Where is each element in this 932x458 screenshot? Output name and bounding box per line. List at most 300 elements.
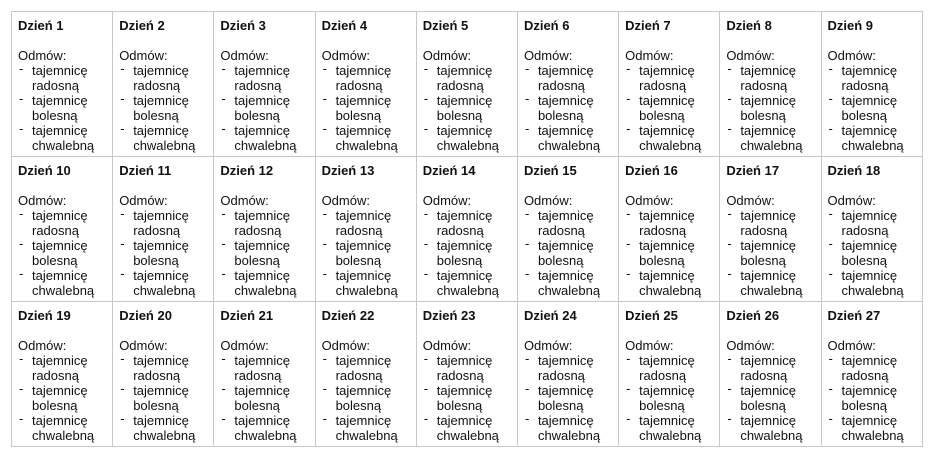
day-cell: [113, 12, 214, 157]
day-cell: [12, 302, 113, 447]
mystery-type: chwalebną: [234, 138, 297, 153]
dash-bullet-icon: -: [221, 381, 226, 396]
mystery-type: chwalebną: [234, 283, 297, 298]
mystery-type: chwalebną: [335, 428, 398, 443]
dash-bullet-icon: -: [626, 351, 631, 366]
mystery-item: [322, 63, 410, 93]
mystery-line: tajemnicę: [639, 63, 695, 78]
calendar-row: [12, 302, 923, 447]
mystery-line: tajemnicę: [740, 93, 796, 108]
novena-calendar-table: [11, 11, 923, 447]
dash-bullet-icon: -: [322, 381, 327, 396]
mystery-type: chwalebną: [436, 428, 499, 443]
mystery-type: bolesną: [436, 398, 483, 413]
day-cell: [517, 12, 618, 157]
mystery-line: tajemnicę: [436, 353, 493, 368]
mysteries-list: [524, 63, 612, 153]
mystery-line: tajemnicę: [639, 208, 695, 223]
day-cell: [619, 12, 720, 157]
mystery-line: tajemnicę: [740, 63, 796, 78]
day-title: Dzień 12: [220, 163, 274, 178]
dash-bullet-icon: -: [221, 61, 226, 76]
dash-bullet-icon: -: [221, 266, 226, 281]
mystery-item: [423, 383, 511, 413]
mystery-item: [119, 268, 207, 298]
day-title: Dzień 3: [220, 18, 266, 33]
day-cell: [315, 157, 416, 302]
mystery-type: radosną: [537, 368, 585, 383]
dash-bullet-icon: -: [727, 236, 732, 251]
dash-bullet-icon: -: [221, 91, 226, 106]
mystery-item: [726, 353, 814, 383]
mystery-item: [322, 238, 410, 268]
mystery-line: tajemnicę: [841, 268, 898, 283]
mystery-item: [423, 238, 511, 268]
mysteries-list: [18, 63, 106, 153]
dash-bullet-icon: -: [626, 236, 631, 251]
dash-bullet-icon: -: [120, 91, 125, 106]
mystery-item: [423, 93, 511, 123]
mystery-item: [119, 208, 207, 238]
dash-bullet-icon: -: [120, 351, 125, 366]
dash-bullet-icon: -: [120, 236, 125, 251]
dash-bullet-icon: -: [19, 411, 24, 426]
mystery-line: tajemnicę: [133, 63, 189, 78]
mystery-line: tajemnicę: [436, 413, 493, 428]
mystery-item: [119, 63, 207, 93]
dash-bullet-icon: -: [120, 121, 125, 136]
mystery-type: radosną: [335, 78, 383, 93]
mystery-line: tajemnicę: [335, 63, 392, 78]
day-title: Dzień 10: [18, 163, 71, 178]
mystery-type: bolesną: [537, 398, 584, 413]
mystery-item: [726, 208, 814, 238]
mystery-item: [726, 268, 814, 298]
mystery-item: [322, 353, 410, 383]
mystery-line: tajemnicę: [234, 63, 291, 78]
mystery-line: tajemnicę: [639, 123, 695, 138]
mystery-type: chwalebną: [133, 428, 196, 443]
mystery-type: bolesną: [32, 398, 78, 413]
mysteries-list: [322, 63, 410, 153]
mystery-item: [322, 93, 410, 123]
dash-bullet-icon: -: [524, 351, 530, 366]
mystery-type: chwalebną: [740, 428, 803, 443]
day-title: Dzień 27: [827, 308, 881, 323]
mystery-item: [322, 123, 410, 153]
instruction-label: Odmów:: [726, 48, 775, 63]
dash-bullet-icon: -: [828, 411, 833, 426]
mystery-item: [828, 93, 916, 123]
mystery-line: tajemnicę: [234, 123, 291, 138]
dash-bullet-icon: -: [322, 91, 327, 106]
instruction-label: Odmów:: [18, 193, 67, 208]
instruction-label: Odmów:: [321, 193, 370, 208]
mystery-item: [220, 208, 308, 238]
mysteries-list: [18, 208, 106, 298]
mystery-type: bolesną: [133, 108, 179, 123]
day-cell: [619, 157, 720, 302]
dash-bullet-icon: -: [120, 266, 125, 281]
mystery-item: [726, 93, 814, 123]
mystery-type: radosną: [537, 223, 585, 238]
day-cell: [12, 157, 113, 302]
mystery-line: tajemnicę: [335, 353, 392, 368]
calendar-row: [12, 12, 923, 157]
dash-bullet-icon: -: [727, 381, 732, 396]
mystery-line: tajemnicę: [234, 413, 291, 428]
mystery-item: [220, 413, 308, 443]
mysteries-list: [625, 353, 713, 443]
mystery-item: [828, 268, 916, 298]
mystery-type: chwalebną: [841, 428, 904, 443]
dash-bullet-icon: -: [423, 91, 429, 106]
mystery-type: chwalebną: [32, 283, 95, 298]
mystery-line: tajemnicę: [639, 93, 695, 108]
mystery-type: bolesną: [740, 108, 786, 123]
mystery-line: tajemnicę: [133, 238, 189, 253]
dash-bullet-icon: -: [524, 91, 530, 106]
mystery-line: tajemnicę: [133, 123, 189, 138]
mystery-line: tajemnicę: [335, 123, 392, 138]
mystery-type: bolesną: [639, 398, 685, 413]
mystery-line: tajemnicę: [436, 208, 493, 223]
day-title: Dzień 8: [726, 18, 772, 33]
dash-bullet-icon: -: [727, 266, 732, 281]
day-title: Dzień 21: [220, 308, 274, 323]
mystery-line: tajemnicę: [740, 123, 796, 138]
mystery-line: tajemnicę: [32, 123, 88, 138]
mystery-item: [18, 413, 106, 443]
dash-bullet-icon: -: [828, 381, 833, 396]
dash-bullet-icon: -: [120, 411, 125, 426]
dash-bullet-icon: -: [322, 351, 327, 366]
dash-bullet-icon: -: [19, 206, 24, 221]
day-title: Dzień 2: [119, 18, 165, 33]
mystery-item: [524, 353, 612, 383]
instruction-label: Odmów:: [625, 48, 674, 63]
mystery-type: chwalebną: [133, 138, 196, 153]
dash-bullet-icon: -: [423, 351, 429, 366]
dash-bullet-icon: -: [727, 206, 732, 221]
instruction-label: Odmów:: [119, 48, 168, 63]
day-cell: [619, 302, 720, 447]
day-cell: [821, 12, 922, 157]
day-cell: [720, 157, 821, 302]
mystery-line: tajemnicę: [841, 353, 898, 368]
mystery-line: tajemnicę: [335, 268, 392, 283]
instruction-label: Odmów:: [422, 338, 472, 353]
mystery-line: tajemnicę: [639, 238, 695, 253]
dash-bullet-icon: -: [322, 61, 327, 76]
mystery-item: [220, 353, 308, 383]
mystery-line: tajemnicę: [335, 93, 392, 108]
mystery-item: [524, 123, 612, 153]
instruction-label: Odmów:: [321, 48, 370, 63]
mystery-type: chwalebną: [639, 283, 702, 298]
dash-bullet-icon: -: [828, 61, 833, 76]
dash-bullet-icon: -: [727, 411, 732, 426]
mysteries-list: [18, 353, 106, 443]
day-title: Dzień 24: [523, 308, 577, 323]
mystery-line: tajemnicę: [841, 383, 898, 398]
dash-bullet-icon: -: [120, 61, 125, 76]
mystery-line: tajemnicę: [436, 63, 493, 78]
mysteries-list: [119, 353, 207, 443]
mystery-line: tajemnicę: [234, 383, 291, 398]
mystery-line: tajemnicę: [133, 413, 189, 428]
dash-bullet-icon: -: [19, 61, 24, 76]
dash-bullet-icon: -: [322, 206, 327, 221]
mystery-type: radosną: [133, 78, 181, 93]
dash-bullet-icon: -: [626, 121, 631, 136]
day-title: Dzień 13: [321, 163, 375, 178]
instruction-label: Odmów:: [18, 48, 67, 63]
mystery-line: tajemnicę: [32, 413, 88, 428]
day-cell: [12, 12, 113, 157]
mystery-type: bolesną: [335, 253, 382, 268]
mystery-item: [726, 123, 814, 153]
mystery-item: [828, 413, 916, 443]
mystery-type: chwalebną: [537, 283, 601, 298]
dash-bullet-icon: -: [524, 61, 530, 76]
day-cell: [315, 12, 416, 157]
dash-bullet-icon: -: [19, 381, 24, 396]
dash-bullet-icon: -: [322, 121, 327, 136]
mystery-type: chwalebną: [639, 138, 702, 153]
mystery-item: [18, 353, 106, 383]
mystery-line: tajemnicę: [841, 413, 898, 428]
day-cell: [113, 302, 214, 447]
mystery-line: tajemnicę: [537, 238, 594, 253]
mystery-item: [625, 63, 713, 93]
dash-bullet-icon: -: [626, 411, 631, 426]
dash-bullet-icon: -: [322, 236, 327, 251]
mystery-line: tajemnicę: [436, 123, 493, 138]
day-title: Dzień 7: [625, 18, 671, 33]
mysteries-list: [726, 63, 814, 153]
day-cell: [416, 302, 517, 447]
mystery-type: chwalebną: [335, 283, 398, 298]
mystery-item: [625, 268, 713, 298]
mystery-line: tajemnicę: [133, 93, 189, 108]
mystery-type: chwalebną: [234, 428, 297, 443]
mystery-item: [625, 413, 713, 443]
day-cell: [315, 302, 416, 447]
day-title: Dzień 17: [726, 163, 780, 178]
mystery-type: bolesną: [639, 253, 685, 268]
mystery-item: [828, 238, 916, 268]
mystery-item: [524, 63, 612, 93]
dash-bullet-icon: -: [524, 206, 530, 221]
mystery-item: [524, 93, 612, 123]
mystery-line: tajemnicę: [335, 208, 392, 223]
mystery-type: radosną: [32, 78, 79, 93]
mystery-type: chwalebną: [335, 138, 398, 153]
instruction-label: Odmów:: [220, 193, 269, 208]
instruction-label: Odmów:: [220, 48, 269, 63]
mystery-item: [322, 268, 410, 298]
mystery-line: tajemnicę: [32, 353, 88, 368]
instruction-label: Odmów:: [18, 338, 67, 353]
day-title: Dzień 4: [321, 18, 368, 33]
dash-bullet-icon: -: [423, 411, 429, 426]
mystery-line: tajemnicę: [841, 63, 898, 78]
mystery-line: tajemnicę: [740, 353, 796, 368]
day-cell: [720, 12, 821, 157]
mystery-type: chwalebną: [841, 283, 904, 298]
dash-bullet-icon: -: [524, 121, 530, 136]
mystery-item: [220, 123, 308, 153]
mystery-line: tajemnicę: [740, 413, 796, 428]
dash-bullet-icon: -: [727, 351, 732, 366]
mystery-type: radosną: [32, 368, 79, 383]
dash-bullet-icon: -: [221, 411, 226, 426]
dash-bullet-icon: -: [626, 381, 631, 396]
dash-bullet-icon: -: [828, 351, 833, 366]
mystery-line: tajemnicę: [32, 238, 88, 253]
mysteries-list: [524, 353, 612, 443]
mystery-type: bolesną: [234, 398, 280, 413]
mysteries-list: [220, 63, 308, 153]
day-title: Dzień 16: [625, 163, 678, 178]
mystery-line: tajemnicę: [841, 93, 898, 108]
mystery-item: [423, 123, 511, 153]
mystery-type: radosną: [335, 368, 383, 383]
mystery-item: [423, 353, 511, 383]
instruction-label: Odmów:: [827, 193, 876, 208]
dash-bullet-icon: -: [524, 381, 530, 396]
day-cell: [214, 302, 315, 447]
mysteries-list: [625, 63, 713, 153]
day-title: Dzień 9: [827, 18, 874, 33]
mystery-type: bolesną: [234, 253, 280, 268]
dash-bullet-icon: -: [19, 351, 24, 366]
instruction-label: Odmów:: [726, 338, 775, 353]
day-cell: [821, 157, 922, 302]
mystery-item: [625, 353, 713, 383]
mystery-type: radosną: [639, 223, 687, 238]
dash-bullet-icon: -: [221, 121, 226, 136]
mystery-item: [524, 383, 612, 413]
mystery-item: [220, 93, 308, 123]
instruction-label: Odmów:: [422, 48, 472, 63]
mystery-item: [828, 353, 916, 383]
mystery-item: [18, 93, 106, 123]
dash-bullet-icon: -: [19, 266, 24, 281]
mystery-type: radosną: [639, 78, 687, 93]
mystery-line: tajemnicę: [639, 413, 695, 428]
day-title: Dzień 25: [625, 308, 678, 323]
mystery-line: tajemnicę: [537, 413, 594, 428]
dash-bullet-icon: -: [120, 206, 125, 221]
calendar-body: [12, 12, 923, 447]
mystery-item: [220, 63, 308, 93]
mystery-type: bolesną: [537, 108, 584, 123]
mystery-line: tajemnicę: [234, 353, 291, 368]
day-title: Dzień 23: [422, 308, 476, 323]
mystery-line: tajemnicę: [537, 93, 594, 108]
dash-bullet-icon: -: [322, 411, 327, 426]
instruction-label: Odmów:: [321, 338, 370, 353]
mystery-item: [625, 383, 713, 413]
dash-bullet-icon: -: [828, 236, 833, 251]
mystery-item: [828, 123, 916, 153]
mystery-type: bolesną: [133, 253, 179, 268]
mystery-line: tajemnicę: [335, 238, 392, 253]
day-cell: [720, 302, 821, 447]
mystery-line: tajemnicę: [841, 238, 898, 253]
mystery-line: tajemnicę: [436, 268, 493, 283]
mystery-type: bolesną: [436, 108, 483, 123]
mystery-type: radosną: [133, 223, 181, 238]
mystery-line: tajemnicę: [234, 208, 291, 223]
mystery-type: chwalebną: [537, 428, 601, 443]
dash-bullet-icon: -: [524, 236, 530, 251]
mystery-line: tajemnicę: [537, 123, 594, 138]
mystery-line: tajemnicę: [537, 63, 594, 78]
day-title: Dzień 19: [18, 308, 71, 323]
mystery-item: [423, 63, 511, 93]
mysteries-list: [423, 63, 511, 153]
mystery-item: [119, 123, 207, 153]
mystery-type: radosną: [32, 223, 79, 238]
mystery-line: tajemnicę: [32, 268, 88, 283]
dash-bullet-icon: -: [19, 121, 24, 136]
mystery-line: tajemnicę: [436, 238, 493, 253]
dash-bullet-icon: -: [524, 266, 530, 281]
mystery-item: [119, 383, 207, 413]
dash-bullet-icon: -: [120, 381, 125, 396]
day-cell: [416, 157, 517, 302]
mystery-item: [119, 93, 207, 123]
mystery-item: [18, 383, 106, 413]
mystery-line: tajemnicę: [537, 208, 594, 223]
day-cell: [821, 302, 922, 447]
mystery-item: [828, 383, 916, 413]
instruction-label: Odmów:: [625, 338, 674, 353]
mystery-item: [625, 238, 713, 268]
mysteries-list: [220, 208, 308, 298]
mystery-type: chwalebną: [537, 138, 601, 153]
mystery-type: chwalebną: [436, 138, 499, 153]
mysteries-list: [119, 63, 207, 153]
mystery-item: [322, 413, 410, 443]
mystery-line: tajemnicę: [32, 93, 88, 108]
mystery-type: radosną: [234, 223, 282, 238]
mystery-type: radosną: [234, 368, 282, 383]
mystery-type: radosną: [841, 78, 889, 93]
mystery-line: tajemnicę: [133, 383, 189, 398]
mystery-line: tajemnicę: [537, 383, 594, 398]
mysteries-list: [828, 63, 916, 153]
dash-bullet-icon: -: [423, 206, 429, 221]
mysteries-list: [726, 208, 814, 298]
dash-bullet-icon: -: [423, 61, 429, 76]
mystery-item: [119, 413, 207, 443]
mystery-item: [18, 63, 106, 93]
mystery-line: tajemnicę: [639, 353, 695, 368]
instruction-label: Odmów:: [827, 48, 876, 63]
day-title: Dzień 1: [18, 18, 64, 33]
mystery-line: tajemnicę: [32, 63, 88, 78]
mystery-type: radosną: [841, 223, 889, 238]
day-title: Dzień 6: [523, 18, 570, 33]
instruction-label: Odmów:: [422, 193, 472, 208]
mystery-type: radosną: [436, 223, 484, 238]
mystery-item: [18, 208, 106, 238]
mystery-item: [220, 268, 308, 298]
